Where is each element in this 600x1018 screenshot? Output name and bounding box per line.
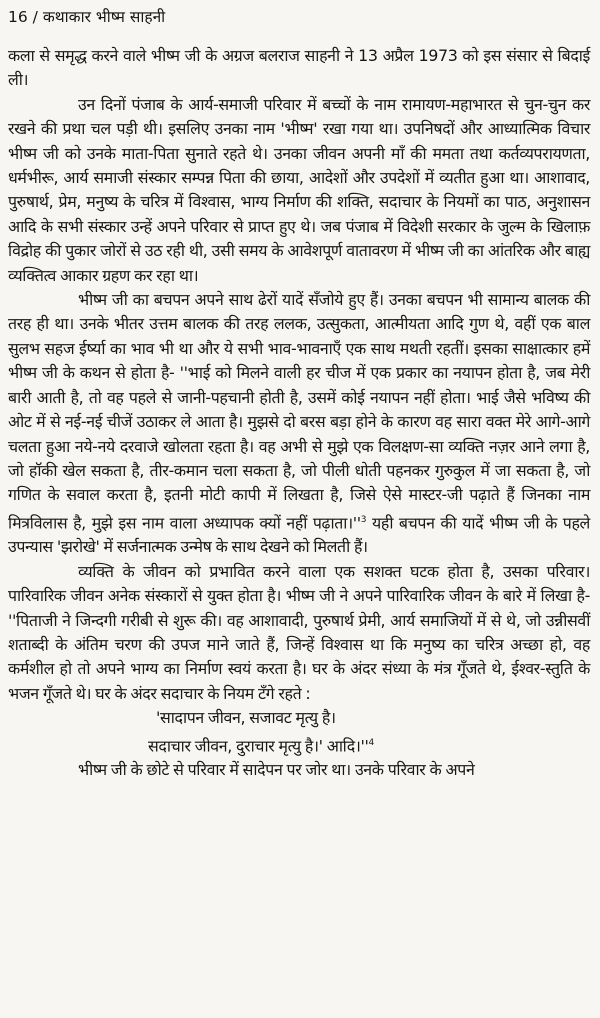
paragraph-family-influence: व्यक्ति के जीवन को प्रभावित करने वाला एक सशक्त घटक होता है, उसका परिवार। पारिवारिक जीवन अनेक संस्कारों से युक्त होता है। भीष्म जी ने अपने पारिवारिक जीवन के बारे में लिखा है- ''पिताजी ने जिन्दगी गरीबी से शुरू की। वह आशावादी, पुरुषार्थ प्रेमी, आर्य समाजियों में से थे, जो उन्नीसवीं शताब्दी के अंतिम चरण की उपज माने जाते हैं, जिन्हें विश्वास था कि मनुष्य का चरित्र अच्छा हो, वह कर्मशील हो तो अपने भाग्य का निर्माण स्वयं करता है। घर के अंदर संध्या के मंत्र गूँजते थे, ईश्वर-स्तुति के भजन गूँजते थे। घर के अंदर सदाचार के नियम टँगे रहते : [8,561,590,703]
paragraph-simplicity: भीष्म जी के छोटे से परिवार में सादेपन पर जोर था। उनके परिवार के अपने [78,760,475,780]
motto-line-2-text: सदाचार जीवन, दुराचार मृत्यु है।' आदि।'' [148,735,369,755]
motto-line-2 [8,731,590,759]
childhood-quote-text: भीष्म जी का बचपन अपने साथ ढेरों यादें सँजोये हुए हैं। उनका बचपन भी सामान्य बालक की तरह ही था। उनके भीतर उत्तम बालक की तरह ललक, उत्सुकता, आत्मीयता आदि गुण थे, वहीं एक बाल सुलभ सहज ईर्ष्या का भाव भी था और ये सभी भाव-भावनाएँ एक साथ मथती रहतीं। इसका साक्षात्कार हमें भीष्म जी के कथन से होता है- ''भाई को मिलने वाली हर चीज में एक प्रकार का नयापन होता है, जब मेरी बारी आती है, तो वह पहले से जानी-पहचानी होती है, उसमें कोई नयापन नहीं होता। भाई जैसे भविष्य की ओट में से नई-नई चीजें उठाकर ले आता है। मुझसे दो बरस बड़ा होने के कारण वह सारा वक्त मेरे आगे-आगे चलता हुआ नये-नये दरवाजे खोलता रहता है। वह अभी से मुझे एक विलक्षण-सा व्यक्ति नज़र आने लगा है, जो हॉकी खेल सकता है, तीर-कमान चला सकता है, जो पीली धोती पहनकर गुरुकुल में जा सकता है, जो गणित के सवाल करता है, इतनी मोटी कापी में लिखता है, जिसे ऐसे मास्टर-जी पढ़ाते हैं जिनका नाम मित्रविलास है, मुझे इस नाम वाला अध्यापक क्यों नहीं पढ़ाता।'' [8,290,590,533]
footnote-ref-4: 4 [368,737,374,748]
book-title: कथाकार भीष्म साहनी [42,8,166,26]
childhood-tail-text: यही बचपन की यादें भीष्म जी के पहले उपन्यास 'झरोखे' में सर्जनात्मक उन्मेष के साथ देखने को मिलती हैं। [8,513,590,557]
paragraph-continued: कला से समृद्ध करने वाले भीष्म जी के अग्रज बलराज साहनी ने 13 अप्रैल 1973 को इस संसार से बिदाई ली। [8,46,590,90]
footnote-ref-3: 3 [360,514,367,525]
header-separator: / [32,8,38,26]
page-header [8,6,165,28]
paragraph-childhood [8,288,590,560]
page-body [8,44,590,783]
motto-line-1: 'सादापन जीवन, सजावट मृत्यु है। [156,708,336,728]
paragraph-family-background: उन दिनों पंजाब के आर्य-समाजी परिवार में बच्चों के नाम रामायण-महाभारत से चुन-चुन कर रखने की प्रथा चल पड़ी थी। इसलिए उनका नाम 'भीष्म' रखा गया था। उपनिषदों और आध्यात्मिक विचार भीष्म जी को उनके माता-पिता सुनाते रहते थे। उनका जीवन अपनी माँ की ममता तथा कर्तव्यपरायणता, धर्मभीरू, आर्य समाजी संस्कार सम्पन्न पिता की छाया, आदेशों और उपदेशों में व्यतीत हुआ था। आशावाद, पुरुषार्थ, प्रेम, मनुष्य के चरित्र में विश्वास, भाग्य निर्माण की शक्ति, सदाचार के नियमों का पाठ, अनुशासन आदि के सभी संस्कार उन्हें अपने परिवार से प्राप्त हुए थे। जब पंजाब में विदेशी सरकार के जुल्म के खिलाफ़ विद्रोह की पुकार जोरों से उठ रही थी, उसी समय के आवेशपूर्ण वातावरण में भीष्म जी का आंतरिक और बाह्य व्यक्तित्व आकार ग्रहण कर रहा था। [8,94,590,285]
page-number: 16 [8,8,28,26]
